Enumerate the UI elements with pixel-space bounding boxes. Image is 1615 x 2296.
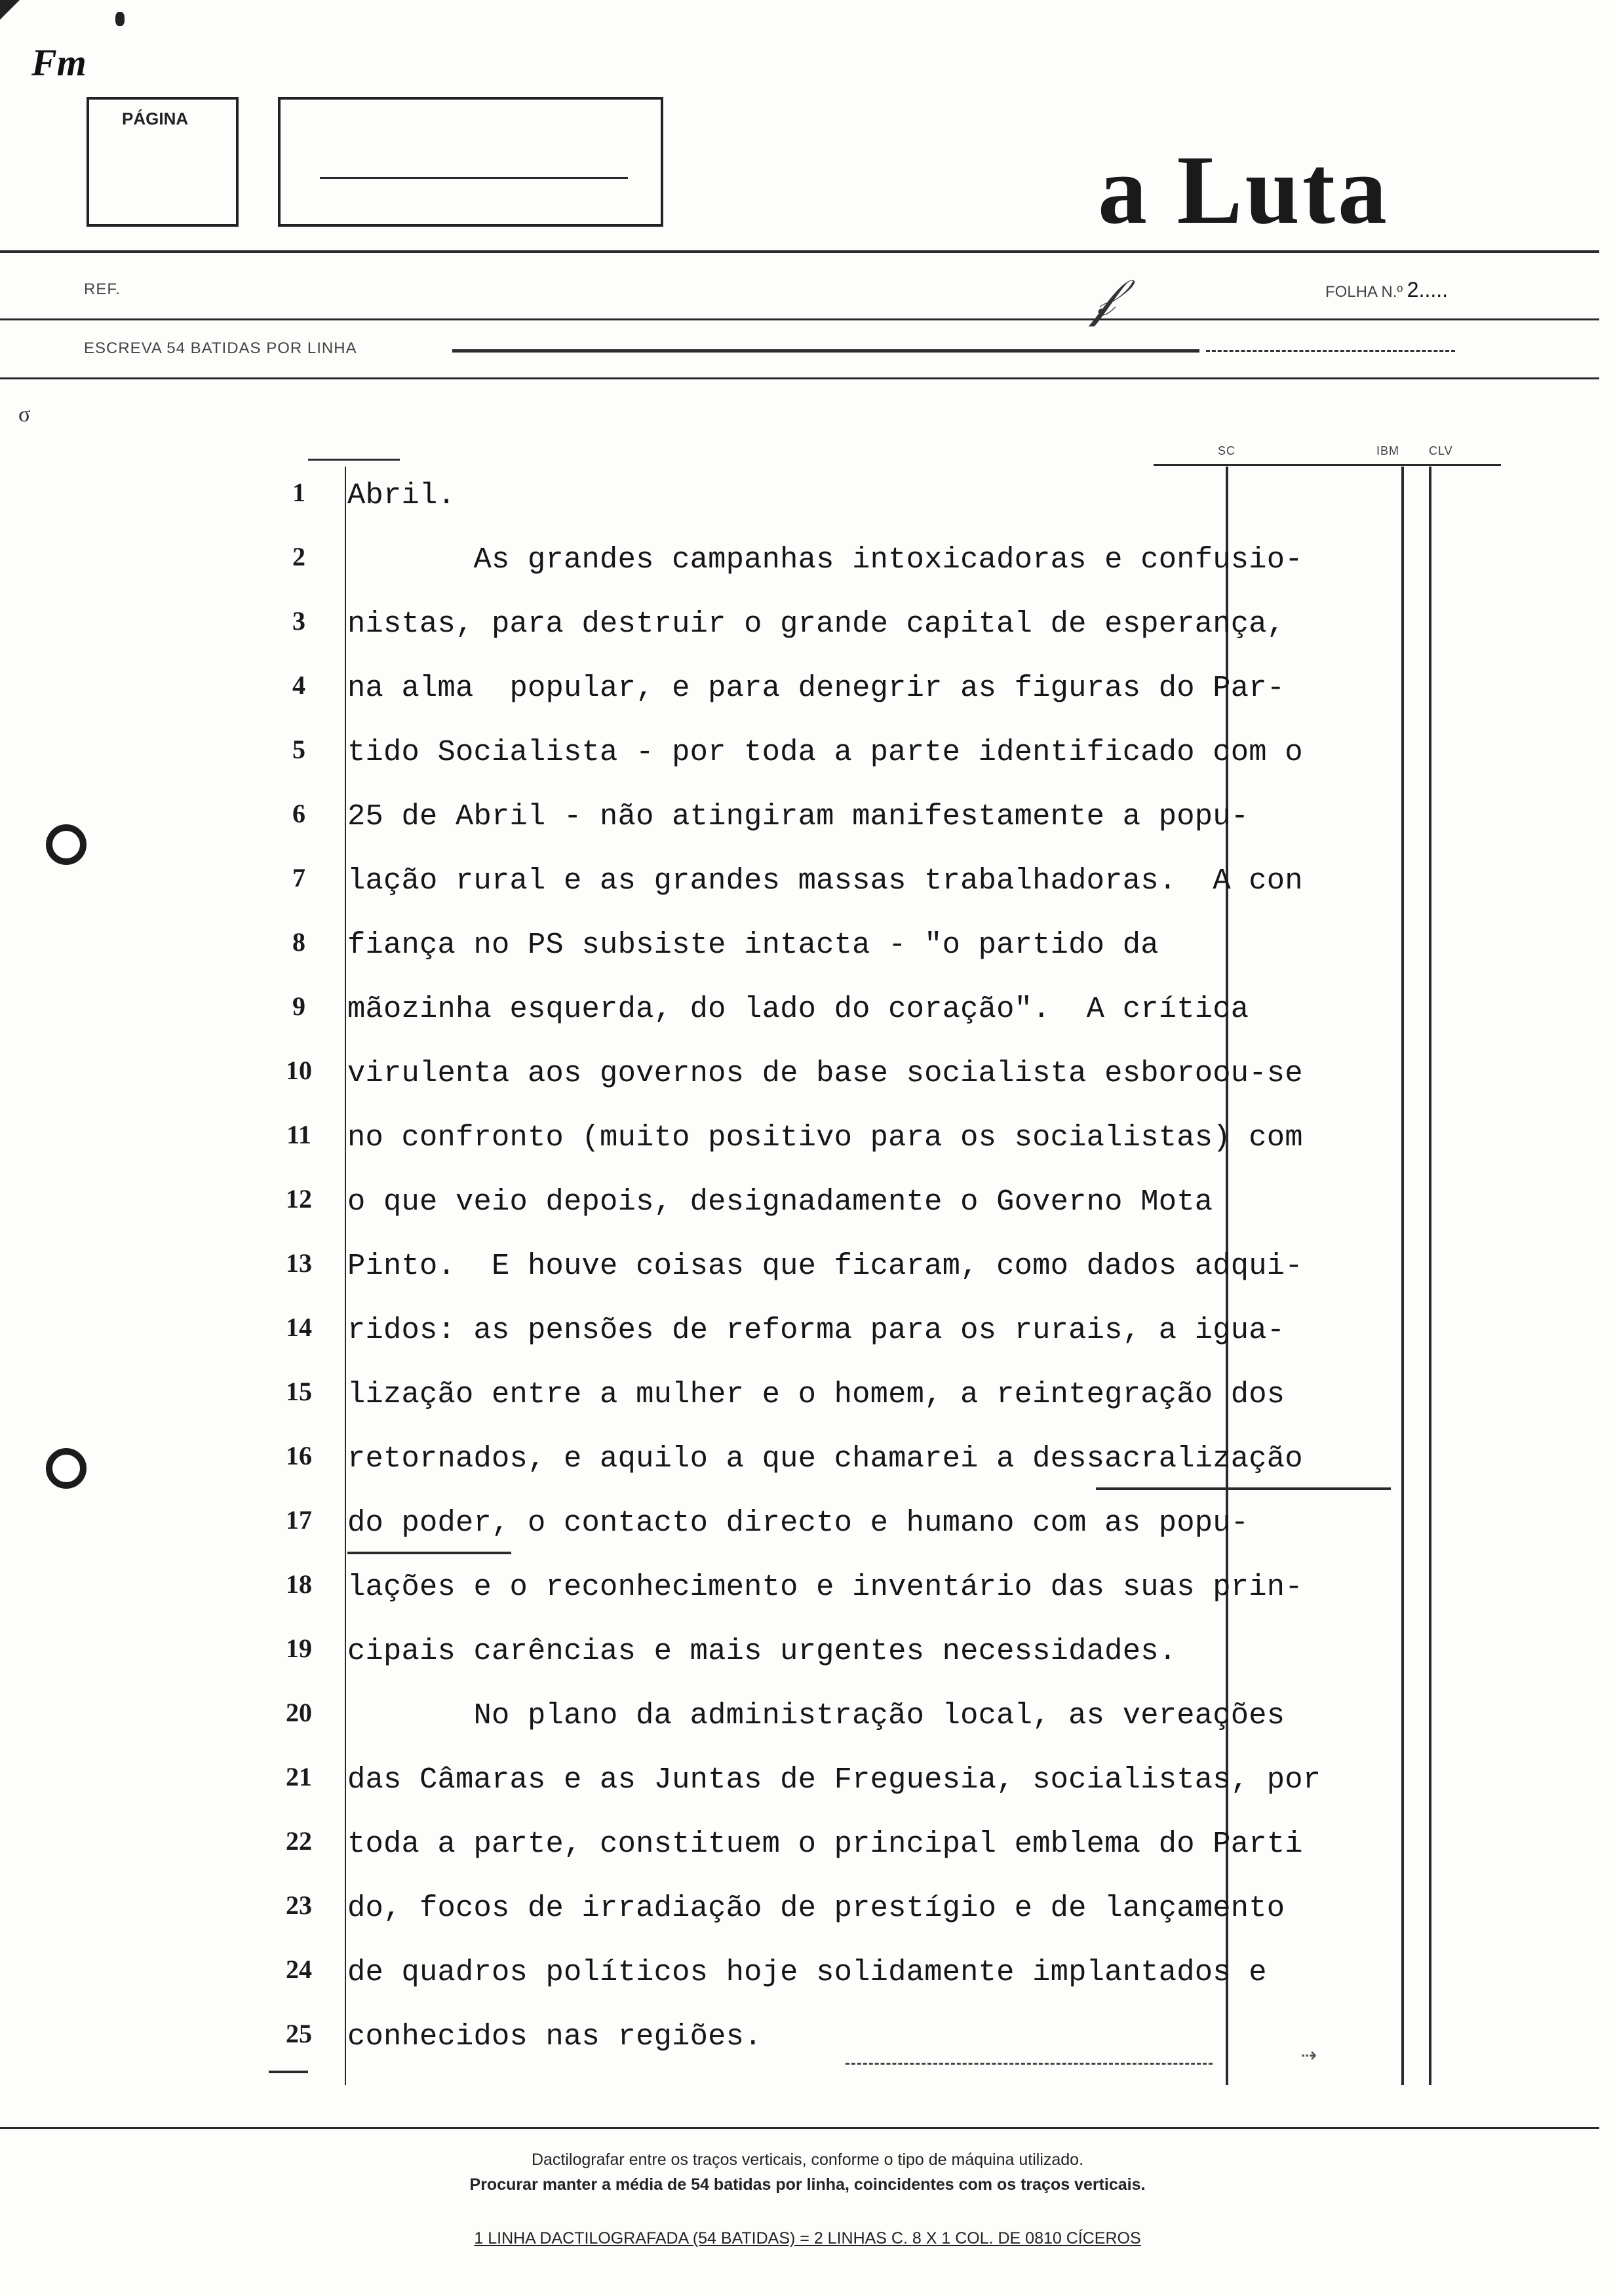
text-line: ridos: as pensões de reforma para os rurais, a igua-	[347, 1313, 1285, 1347]
title-box	[278, 97, 663, 227]
footer-instruction-1: Dactilografar entre os traços verticais, conforme o tipo de máquina utilizado.	[531, 2151, 1084, 2169]
corner-fold	[0, 0, 20, 20]
underline-dessacralizacao	[1096, 1487, 1391, 1490]
line-number: 2	[292, 542, 305, 571]
text-line: o que veio depois, designadamente o Governo Mota	[347, 1185, 1213, 1219]
text-line: toda a parte, constituem o principal emblema do Parti	[347, 1827, 1303, 1861]
text-line: fiança no PS subsiste intacta - "o partido da	[347, 928, 1159, 962]
line-number: 9	[292, 991, 305, 1021]
footer-line-ratio: 1 LINHA DACTILOGRAFADA (54 BATIDAS) = 2 LINHAS C. 8 X 1 COL. DE 0810 CÍCEROS	[474, 2229, 1141, 2248]
column-label-sc: SC	[1218, 444, 1236, 457]
text-line: Pinto. E houve coisas que ficaram, como dados adqui-	[347, 1249, 1303, 1283]
punch-hole-top	[46, 824, 87, 865]
text-line: Abril.	[347, 478, 456, 512]
instruction-dashes	[1206, 350, 1455, 352]
text-line: virulenta aos governos de base socialista esboroou-se	[347, 1056, 1303, 1090]
page-box-label: PÁGINA	[122, 109, 189, 128]
text-line: do, focos de irradiação de prestígio e de lançamento	[347, 1891, 1285, 1925]
line-number: 19	[286, 1634, 312, 1663]
corner-mark: Fm	[31, 41, 87, 84]
line-number: 8	[292, 927, 305, 957]
text-line: no confronto (muito positivo para os socialistas) com	[347, 1120, 1303, 1155]
text-line: No plano da administração local, as vereações	[347, 1698, 1285, 1732]
header-rule-3	[0, 377, 1599, 379]
line-number: 18	[286, 1569, 312, 1599]
ink-dot	[115, 12, 125, 26]
text-line: das Câmaras e as Juntas de Freguesia, socialistas, por	[347, 1763, 1321, 1797]
column-label-ibm: IBM	[1376, 444, 1400, 457]
text-line: do poder, o contacto directo e humano com as popu-	[347, 1506, 1249, 1540]
line-number: 3	[292, 606, 305, 636]
text-line: na alma popular, e para denegrir as figuras do Par-	[347, 671, 1285, 705]
handwritten-mark: 𝒻	[1091, 269, 1115, 327]
line-number: 15	[286, 1377, 312, 1406]
line-number: 10	[286, 1056, 312, 1085]
line-number: 13	[286, 1248, 312, 1278]
text-line: de quadros políticos hoje solidamente implantados e	[347, 1955, 1267, 1989]
line-number: 4	[292, 670, 305, 700]
footer-instruction-2: Procurar manter a média de 54 batidas por linha, coincidentes com os traços verticais.	[469, 2175, 1146, 2194]
small-mark: σ	[18, 402, 31, 427]
footer-rule	[0, 2127, 1599, 2129]
folio-field	[1325, 278, 1448, 302]
underline-do-poder	[347, 1552, 511, 1554]
text-line: lação rural e as grandes massas trabalhadoras. A con	[347, 864, 1303, 898]
line-number: 23	[286, 1890, 312, 1920]
header-rule-2	[0, 318, 1599, 320]
folio-value: 2.....	[1407, 278, 1449, 301]
line-number: 11	[286, 1120, 311, 1149]
title-box-line	[320, 177, 628, 179]
line-number: 24	[286, 1955, 312, 1984]
header-rule-1	[0, 250, 1599, 253]
text-line: As grandes campanhas intoxicadoras e confusio-	[347, 543, 1303, 577]
line-number: 21	[286, 1762, 312, 1791]
margin-top-rule-left	[308, 459, 400, 461]
left-margin-rule	[345, 467, 346, 2085]
end-arrow-mark: ⇢	[1301, 2042, 1317, 2071]
ref-label: REF.	[84, 280, 121, 298]
line-number: 16	[286, 1441, 312, 1470]
line-number: 17	[286, 1505, 312, 1535]
text-line: nistas, para destruir o grande capital de esperança,	[347, 607, 1285, 641]
line-25-underline	[269, 2071, 308, 2073]
text-line: 25 de Abril - não atingiram manifestamente a popu-	[347, 799, 1249, 833]
text-line: mãozinha esquerda, do lado do coração". A crítica	[347, 992, 1249, 1026]
line-number: 1	[292, 478, 305, 507]
typing-instruction: ESCREVA 54 BATIDAS POR LINHA	[84, 339, 357, 357]
text-line: lações e o reconhecimento e inventário das suas prin-	[347, 1570, 1303, 1604]
line-number: 25	[286, 2019, 312, 2048]
line-number: 6	[292, 799, 305, 828]
text-line: retornados, e aquilo a que chamarei a dessacralização	[347, 1442, 1303, 1476]
end-of-text-dash	[846, 2063, 1213, 2065]
line-number: 12	[286, 1184, 312, 1214]
line-number: 20	[286, 1698, 312, 1727]
margin-top-rule-right	[1154, 464, 1501, 466]
line-number: 22	[286, 1826, 312, 1856]
text-line: tido Socialista - por toda a parte identificado com o	[347, 735, 1303, 769]
line-number: 7	[292, 863, 305, 892]
page-number-box	[87, 97, 239, 227]
punch-hole-bottom	[46, 1448, 87, 1489]
text-line: cipais carências e mais urgentes necessidades.	[347, 1634, 1177, 1668]
line-number: 5	[292, 735, 305, 764]
instruction-arrow-line	[452, 349, 1199, 353]
line-number: 14	[286, 1312, 312, 1342]
newspaper-logo: a Luta	[1098, 136, 1390, 244]
column-label-clv: CLV	[1429, 444, 1453, 457]
column-rule-clv	[1429, 467, 1431, 2085]
text-line: conhecidos nas regiões.	[347, 2019, 762, 2054]
text-line: lização entre a mulher e o homem, a reintegração dos	[347, 1377, 1285, 1411]
folio-label: FOLHA N.º	[1325, 283, 1403, 301]
column-rule-ibm	[1401, 467, 1404, 2085]
